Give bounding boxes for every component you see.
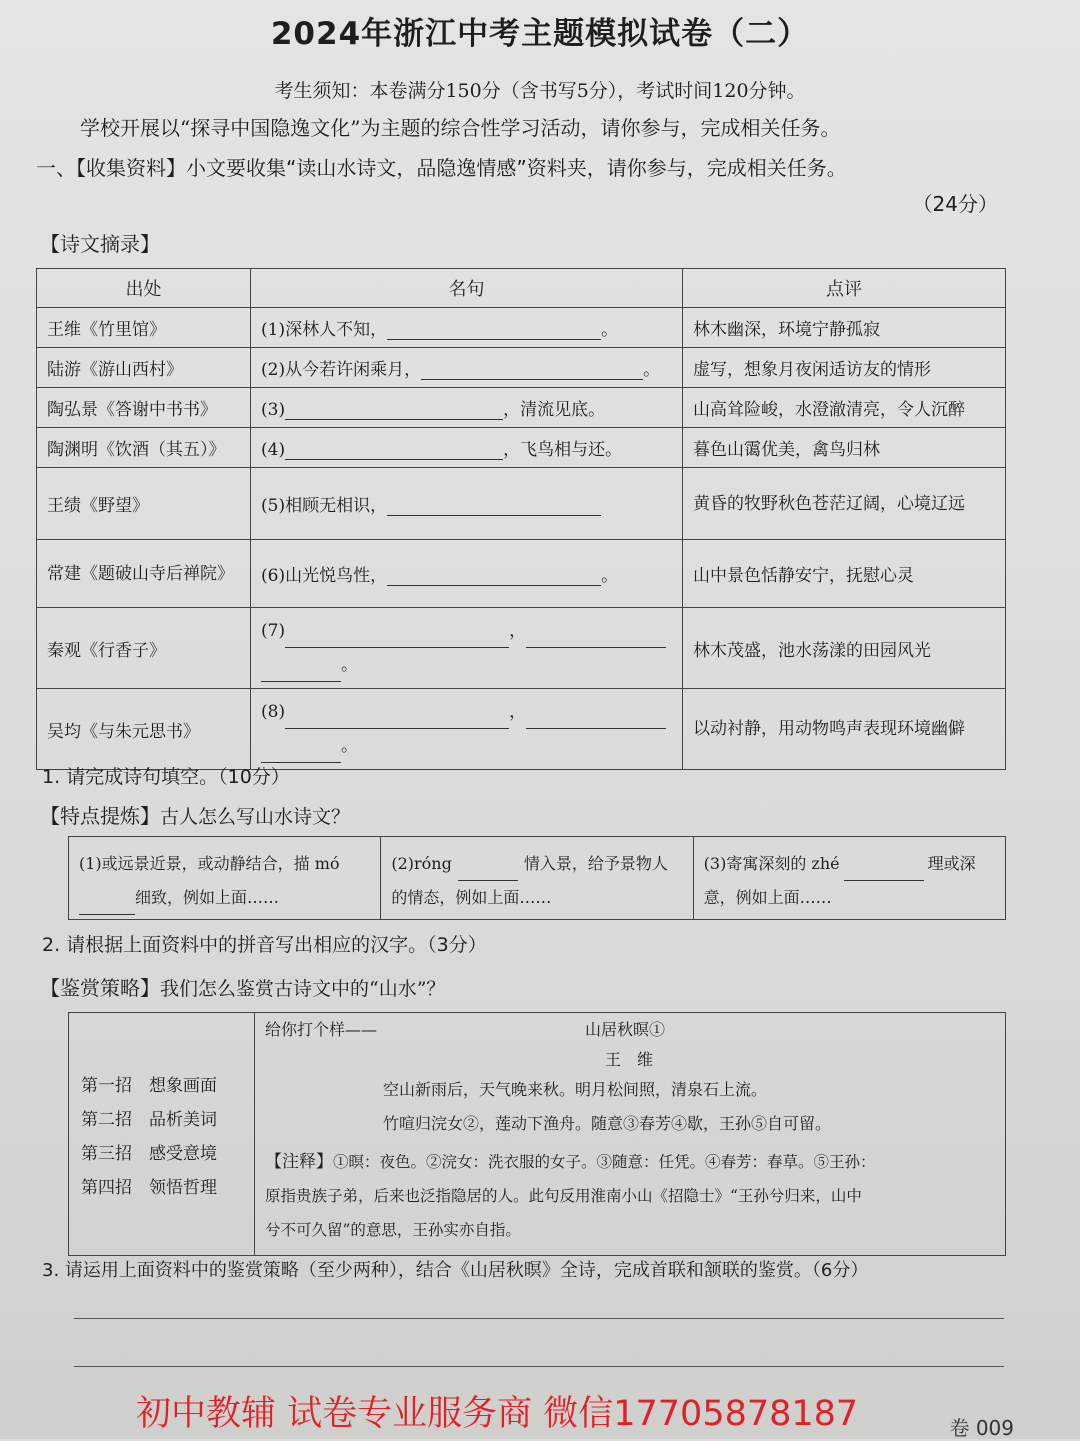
- note-text: 兮不可久留”的意思，王孙实亦自指。: [265, 1221, 521, 1239]
- strategy-move: 第三招 感受意境: [81, 1144, 217, 1164]
- row-comment: 虚写，想象月夜闲适访友的情形: [683, 348, 1006, 388]
- table-row: [37, 468, 1006, 540]
- row-comment: 黄昏的牧野秋色苍茫辽阔，心境辽远: [683, 468, 1006, 540]
- quote-prefix: (4): [261, 440, 286, 460]
- quote-prefix: (1)深林人不知，: [261, 320, 388, 340]
- quote-prefix: (6)山光悦鸟性，: [261, 566, 388, 586]
- section1-heading: 一、【收集资料】小文要收集“读山水诗文，品隐逸情感”资料夹，请你参与，完成相关任务。: [36, 156, 847, 180]
- note-text: 原指贵族子弟，后来也泛指隐居的人。此句反用淮南小山《招隐士》“王孙兮归来，山中: [265, 1187, 862, 1205]
- row-source: 王绩《野望》: [37, 468, 251, 540]
- row-quote: [251, 468, 683, 540]
- poem-author: 王 维: [605, 1050, 654, 1069]
- answer-blank[interactable]: [261, 663, 341, 682]
- row-comment: 山中景色恬静安宁，抚慰心灵: [683, 540, 1006, 608]
- row-comment: 以动衬静，用动物鸣声表现环境幽僻: [683, 689, 1006, 770]
- row-comment: 林木幽深，环境宁静孤寂: [683, 308, 1006, 348]
- note-text: ①暝：夜色。②浣女：洗衣服的女子。③随意：任凭。④春芳：春草。⑤王孙：: [333, 1153, 876, 1171]
- features-question: 古人怎么写山水诗文？: [160, 806, 351, 828]
- row-source: 陶弘景《答谢中书书》: [37, 388, 251, 428]
- quote-prefix: (7): [261, 621, 286, 641]
- strategy-heading: [40, 972, 445, 1001]
- table-row: [37, 540, 1006, 608]
- answer-blank[interactable]: [387, 321, 601, 340]
- feature-cell-3: [694, 837, 1005, 919]
- feature-text: (1)或远景近景，或动静结合，描 mó: [79, 854, 340, 873]
- quote-prefix: (5)相顾无相识，: [261, 496, 388, 516]
- answer-blank[interactable]: [285, 710, 509, 729]
- row-quote: [251, 308, 683, 348]
- features-heading: [40, 800, 350, 829]
- row-quote: [251, 388, 683, 428]
- row-source: 王维《竹里馆》: [37, 308, 251, 348]
- feature-cell-1: [69, 837, 381, 919]
- quote-suffix: 。: [341, 655, 358, 675]
- quote-suffix: 。: [643, 360, 661, 380]
- row-source: 陆游《游山西村》: [37, 348, 251, 388]
- row-source: 吴均《与朱元思书》: [37, 689, 251, 770]
- excerpt-header-row: [37, 269, 1006, 308]
- row-source: 常建《题破山寺后禅院》: [37, 540, 251, 608]
- quote-prefix: (8): [261, 702, 286, 722]
- sample-label: 给你打个样——: [265, 1020, 378, 1039]
- question-2: 2. 请根据上面资料中的拼音写出相应的汉字。（3分）: [42, 934, 487, 956]
- answer-blank[interactable]: [261, 744, 341, 763]
- answer-blank[interactable]: [285, 441, 503, 460]
- answer-blank[interactable]: [526, 629, 666, 648]
- table-row: [37, 428, 1006, 468]
- answer-blank[interactable]: [526, 710, 666, 729]
- row-quote: (7) ， 。: [251, 608, 683, 689]
- intro-text: 学校开展以“探寻中国隐逸文化”为主题的综合性学习活动，请你参与，完成相关任务。: [80, 116, 841, 140]
- row-quote: [251, 348, 683, 388]
- row-comment: 山高耸险峻，水澄澈清亮，令人沉醉: [683, 388, 1006, 428]
- row-comment: 暮色山霭优美，禽鸟归林: [683, 428, 1006, 468]
- feature-text: 理或深意，例如上面……: [703, 854, 976, 907]
- answer-blank[interactable]: [285, 629, 509, 648]
- row-comment: 林木茂盛，池水荡漾的田园风光: [683, 608, 1006, 689]
- feature-text: 情入景，给予景物人的情态，例如上面……: [391, 854, 668, 907]
- table-row: [37, 689, 1006, 770]
- table-row: [37, 608, 1006, 689]
- header-quote: 名句: [251, 269, 683, 308]
- answer-line[interactable]: [74, 1318, 1004, 1319]
- poem-line: 空山新雨后，天气晚来秋。明月松间照，清泉石上流。: [383, 1080, 768, 1099]
- quote-suffix: ，飞鸟相与还。: [503, 440, 623, 460]
- section1-score: （24分）: [912, 192, 998, 216]
- exam-notice: 考生须知：本卷满分150分（含书写5分），考试时间120分钟。: [274, 80, 806, 102]
- pinyin-blank[interactable]: [844, 862, 924, 881]
- pinyin-blank[interactable]: [79, 896, 135, 915]
- table-row: [37, 308, 1006, 348]
- strategy-box: [68, 1012, 1006, 1256]
- answer-blank[interactable]: [387, 497, 601, 516]
- watermark-text: 初中教辅 试卷专业服务商 微信17705878187: [136, 1394, 859, 1434]
- strategy-tag: 【鉴赏策略】: [40, 976, 160, 1000]
- answer-blank[interactable]: [285, 401, 503, 420]
- quote-suffix: 。: [601, 566, 619, 586]
- header-comment: 点评: [683, 269, 1006, 308]
- sample-header: [265, 1017, 995, 1047]
- page-title: 2024年浙江中考主题模拟试卷（二）: [270, 16, 810, 52]
- feature-text: (3)寄寓深刻的 zhé: [703, 854, 840, 873]
- row-source: 秦观《行香子》: [37, 608, 251, 689]
- feature-text: 细致，例如上面……: [135, 888, 280, 907]
- header-source: 出处: [37, 269, 251, 308]
- note-tag: 【注释】: [265, 1152, 333, 1172]
- features-box: [68, 836, 1006, 920]
- table-row: [37, 348, 1006, 388]
- row-quote: (8) ， 。: [251, 689, 683, 770]
- row-quote: [251, 428, 683, 468]
- strategy-move: 第四招 领悟哲理: [81, 1178, 217, 1198]
- feature-text: (2)róng: [391, 854, 452, 873]
- poem-notes: [265, 1145, 995, 1247]
- question-3: 3. 请运用上面资料中的鉴赏策略（至少两种），结合《山居秋暝》全诗，完成首联和颔联的鉴赏。（6分）: [42, 1260, 869, 1281]
- poem-title: 山居秋暝①: [585, 1020, 666, 1039]
- row-source: 陶渊明《饮酒（其五）》: [37, 428, 251, 468]
- sample-poem-panel: [255, 1013, 1005, 1255]
- pinyin-blank[interactable]: [458, 862, 518, 881]
- row-quote: [251, 540, 683, 608]
- strategy-move: 第一招 想象画面: [81, 1076, 217, 1096]
- features-tag: 【特点提炼】: [40, 804, 160, 828]
- table-row: [37, 388, 1006, 428]
- excerpt-table: [36, 268, 1006, 770]
- strategy-question: 我们怎么鉴赏古诗文中的“山水”？: [160, 978, 446, 1000]
- answer-line[interactable]: [74, 1366, 1004, 1367]
- strategy-move: 第二招 品析美词: [81, 1110, 217, 1130]
- page-number: 卷 009: [949, 1416, 1014, 1440]
- answer-blank[interactable]: [387, 567, 601, 586]
- quote-suffix: 。: [601, 320, 619, 340]
- quote-suffix: 。: [341, 736, 358, 756]
- excerpt-tag: 【诗文摘录】: [40, 232, 160, 256]
- answer-blank[interactable]: [421, 361, 643, 380]
- quote-suffix: ，清流见底。: [503, 400, 606, 420]
- quote-prefix: (3): [261, 400, 286, 420]
- poem-line: 竹喧归浣女②，莲动下渔舟。随意③春芳④歇，王孙⑤自可留。: [383, 1114, 832, 1133]
- feature-cell-2: [381, 837, 693, 919]
- quote-prefix: (2)从今若许闲乘月，: [261, 360, 422, 380]
- question-1: 1. 请完成诗句填空。（10分）: [42, 766, 290, 788]
- strategy-moves: [69, 1013, 255, 1255]
